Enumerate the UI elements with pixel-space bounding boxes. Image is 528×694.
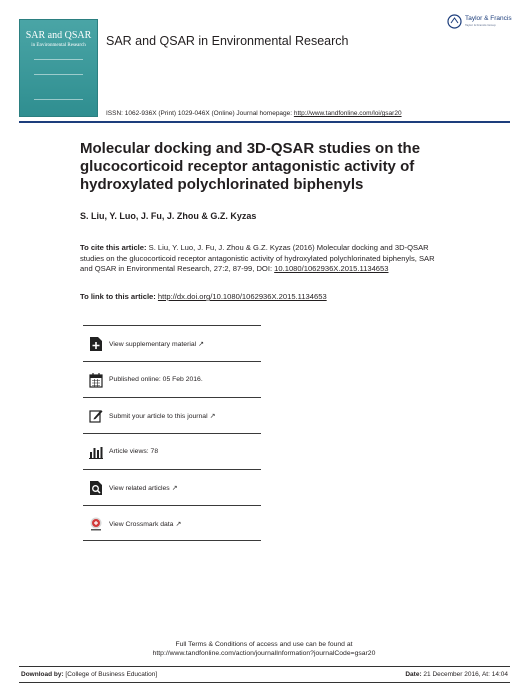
download-value: [College of Business Education]	[63, 671, 158, 678]
plus-icon	[89, 336, 103, 352]
publisher-name: Taylor & Francis	[465, 15, 512, 22]
edit-icon	[89, 408, 103, 424]
publisher-logo[interactable]	[447, 14, 517, 30]
view-related-articles-link[interactable]	[83, 469, 261, 505]
cite-doi-link[interactable]: 10.1080/1062936X.2015.1134653	[274, 264, 389, 273]
cover-subtitle: in Environmental Research	[31, 43, 86, 48]
bar-chart-icon	[89, 444, 103, 460]
terms-url-link[interactable]: http://www.tandfonline.com/action/journalInformation?journalCode=gsar20	[152, 650, 376, 657]
calendar-icon	[89, 372, 103, 388]
external-link-icon: ↗	[198, 341, 205, 348]
cover-decoration	[34, 99, 83, 100]
download-footer	[19, 666, 510, 683]
cite-label: To cite this article:	[80, 243, 149, 252]
terms-line-1: Full Terms & Conditions of access and use can be found at	[175, 641, 353, 648]
article-views-info	[83, 433, 261, 469]
cover-decoration	[34, 74, 83, 75]
citation-block	[80, 243, 440, 275]
link-line	[80, 292, 327, 301]
journal-homepage-link[interactable]: http://www.tandfonline.com/loi/gsar20	[293, 110, 402, 117]
view-supplementary-material-link[interactable]	[83, 325, 261, 361]
terms-and-conditions	[0, 640, 528, 658]
issn-line	[106, 110, 402, 117]
download-label: Download by:	[21, 671, 64, 678]
action-label: Article views: 78	[109, 448, 159, 455]
journal-name: SAR and QSAR in Environmental Research	[106, 34, 349, 48]
action-label: Published online: 05 Feb 2016.	[109, 376, 203, 383]
cite-text: S. Liu, Y. Luo, J. Fu, J. Zhou & G.Z. Kyzas (2016) Molecular docking and 3D-QSAR studies on the glucocorticoid receptor antagonistic activity of hydroxylated polychlorinated biphenyls, SAR and QSAR in Environmental Research, 27:2, 87-99, DOI:	[80, 243, 435, 273]
article-authors: S. Liu, Y. Luo, J. Fu, J. Zhou & G.Z. Kyzas	[80, 211, 257, 221]
external-link-icon: ↗	[175, 521, 182, 528]
external-link-icon: ↗	[171, 485, 178, 492]
submit-article-link[interactable]	[83, 397, 261, 433]
action-label: View supplementary material ↗	[109, 341, 205, 348]
action-label: View Crossmark data ↗	[109, 521, 182, 528]
external-link-icon: ↗	[209, 413, 216, 420]
action-label: View related articles ↗	[109, 485, 178, 492]
article-doi-link[interactable]: http://dx.doi.org/10.1080/1062936X.2015.1134653	[157, 292, 327, 301]
article-title: Molecular docking and 3D-QSAR studies on the glucocorticoid receptor antagonistic activity of hydroxylated polychlorinated biphenyls	[80, 140, 421, 193]
published-online-info	[83, 361, 261, 397]
date-label: Date:	[405, 671, 422, 678]
crossmark-icon	[89, 516, 103, 532]
search-document-icon	[89, 480, 103, 496]
date-value: 21 December 2016, At: 14:04	[421, 671, 508, 678]
cover-decoration	[34, 59, 83, 60]
journal-cover-image	[19, 19, 98, 117]
view-crossmark-data-link[interactable]	[83, 505, 261, 541]
link-label: To link to this article:	[80, 292, 158, 301]
download-date	[405, 671, 508, 678]
issn-text: ISSN: 1062-936X (Print) 1029-046X (Online) Journal homepage:	[106, 110, 294, 117]
header-divider	[19, 121, 510, 123]
publisher-emblem-icon	[447, 14, 462, 29]
download-info	[21, 671, 157, 678]
action-label: Submit your article to this journal ↗	[109, 413, 216, 420]
publisher-tagline: Taylor & Francis Group	[465, 23, 496, 27]
cover-title: SAR and QSAR	[25, 30, 92, 41]
